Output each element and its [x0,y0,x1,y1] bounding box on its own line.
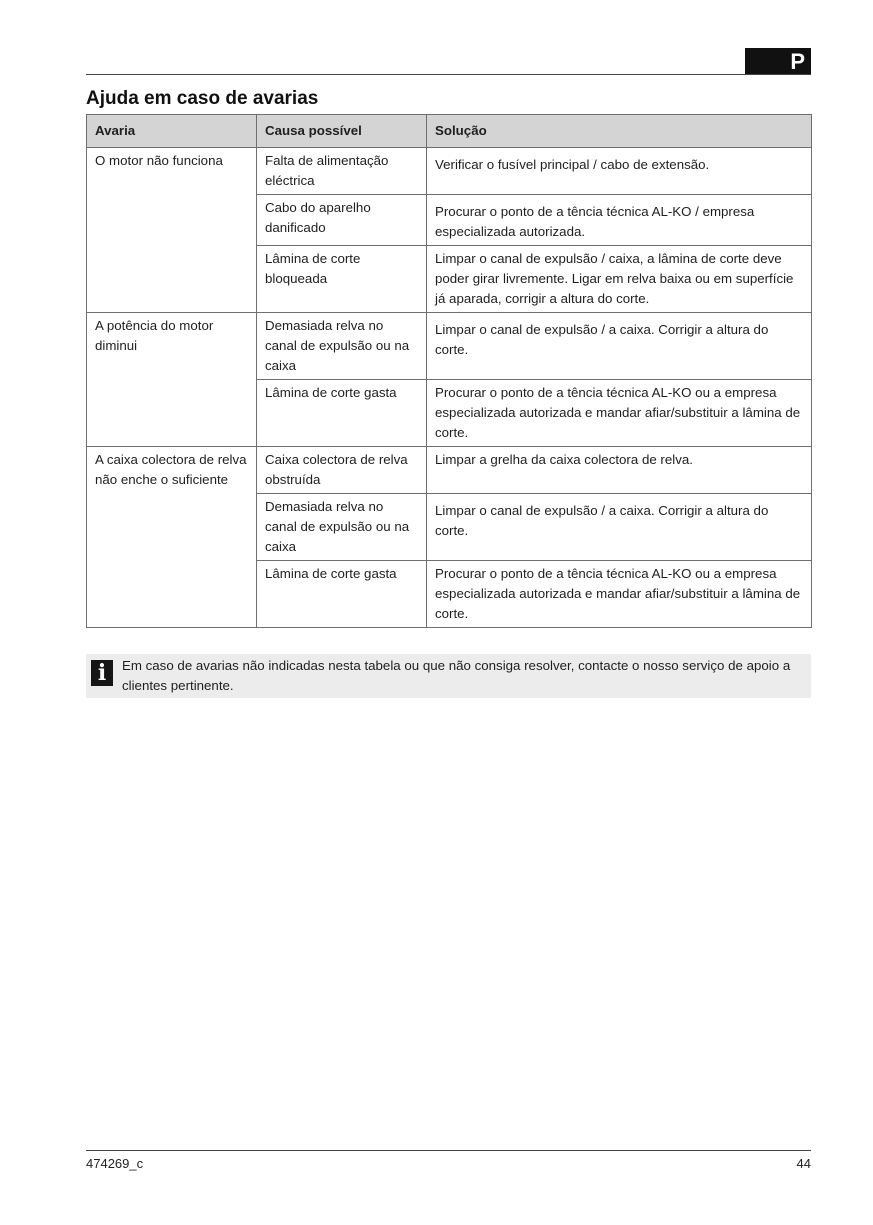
solution-cell: Limpar a grelha da caixa colectora de relva. [427,447,812,494]
table-row [87,313,812,380]
troubleshooting-table [86,114,812,628]
table-header-row [87,115,812,148]
solution-cell: Limpar o canal de expulsão / a caixa. Corrigir a altura do corte. [427,494,812,561]
fault-cell: O motor não funciona [87,148,257,313]
info-note [86,654,811,698]
table-row [87,148,812,195]
info-note-text: Em caso de avarias não indicadas nesta tabela ou que não consiga resolver, contacte o nosso serviço de apoio a clientes pertinente. [122,658,791,693]
footer-rule [86,1150,811,1151]
cause-cell: Lâmina de corte gasta [257,380,427,447]
solution-cell: Procurar o ponto de a tência técnica AL-KO ou a empresa especializada autorizada e mandar afiar/substituir a lâmina de corte. [427,380,812,447]
table-row [87,447,812,494]
language-tab: P [745,48,811,75]
cause-cell: Demasiada relva no canal de expulsão ou na caixa [257,494,427,561]
cause-cell: Cabo do aparelho danificado [257,195,427,246]
cause-cell: Falta de alimentação eléctrica [257,148,427,195]
solution-cell: Procurar o ponto de a tência técnica AL-KO ou a empresa especializada autorizada e mandar afiar/substituir a lâmina de corte. [427,561,812,628]
solution-cell: Procurar o ponto de a tência técnica AL-KO / empresa especializada autorizada. [427,195,812,246]
fault-cell: A caixa colectora de relva não enche o suficiente [87,447,257,628]
cause-cell: Lâmina de corte gasta [257,561,427,628]
page-number: 44 [796,1156,811,1171]
solution-cell: Limpar o canal de expulsão / a caixa. Corrigir a altura do corte. [427,313,812,380]
cause-cell: Lâmina de corte bloqueada [257,246,427,313]
header-rule [86,74,811,75]
column-header-cause: Causa possível [257,115,427,148]
fault-cell: A potência do motor diminui [87,313,257,447]
info-icon: i [91,660,113,686]
cause-cell: Caixa colectora de relva obstruída [257,447,427,494]
document-code: 474269_c [86,1156,144,1171]
solution-cell: Verificar o fusível principal / cabo de extensão. [427,148,812,195]
solution-cell: Limpar o canal de expulsão / caixa, a lâmina de corte deve poder girar livremente. Ligar em relva baixa ou em superfície já aparada, corrigir a altura do corte. [427,246,812,313]
column-header-fault: Avaria [87,115,257,148]
column-header-solution: Solução [427,115,812,148]
section-title: Ajuda em caso de avarias [86,88,319,109]
cause-cell: Demasiada relva no canal de expulsão ou na caixa [257,313,427,380]
